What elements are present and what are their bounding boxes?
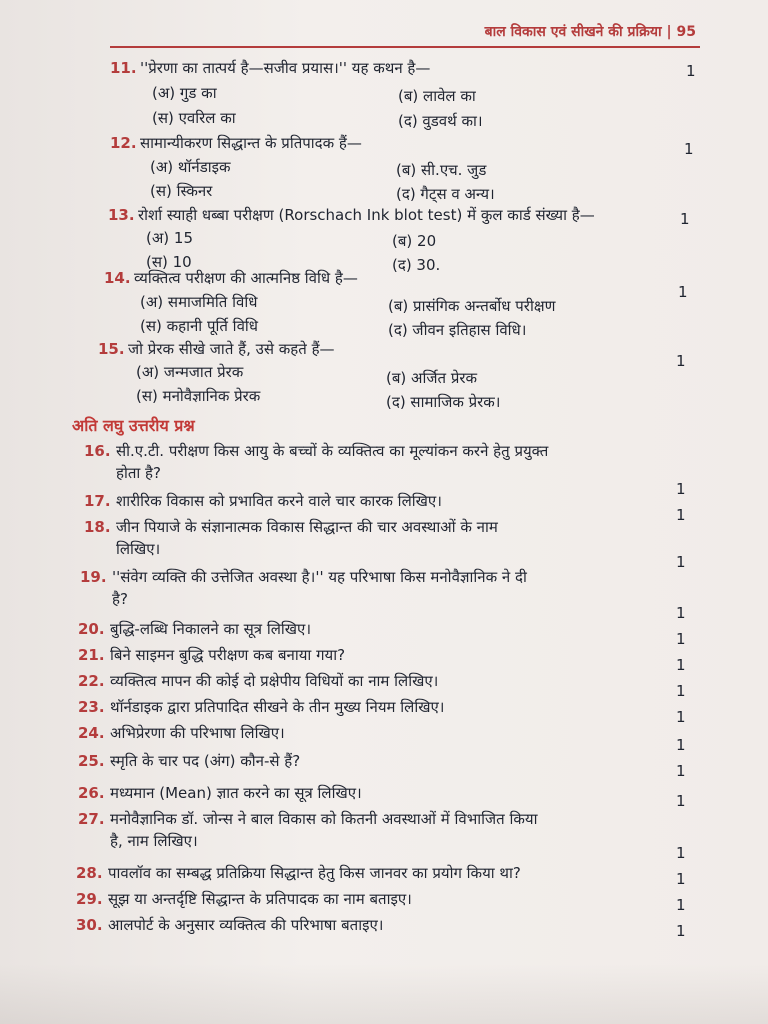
question-text: व्यक्तित्व मापन की कोई दो प्रक्षेपीय विधियों का नाम लिखिए। — [110, 672, 439, 690]
option-c: (स) कहानी पूर्ति विधि — [140, 317, 259, 335]
question-mark: 1 — [676, 922, 686, 940]
question-mark: 1 — [676, 682, 686, 700]
question-mark: 1 — [676, 896, 686, 914]
question-mark: 1 — [676, 352, 686, 370]
question-mark: 1 — [684, 140, 694, 158]
page-edge-shadow — [0, 964, 768, 1024]
question-number: 17. — [84, 492, 111, 510]
question-number: 12. — [110, 134, 137, 152]
question-30 — [76, 914, 676, 936]
question-19 — [80, 566, 680, 610]
question-14 — [104, 268, 358, 288]
page-header — [110, 20, 700, 48]
question-number: 15. — [98, 340, 125, 358]
question-mark: 1 — [678, 283, 688, 301]
question-number: 30. — [76, 916, 103, 934]
question-number: 11. — [110, 59, 137, 77]
question-text: पावलॉव का सम्बद्ध प्रतिक्रिया सिद्धान्त हेतु किस जानवर का प्रयोग किया था? — [108, 864, 521, 882]
question-text: जो प्रेरक सीखे जाते हैं, उसे कहते हैं— — [128, 340, 335, 358]
question-22 — [78, 670, 678, 692]
question-text: शारीरिक विकास को प्रभावित करने वाले चार कारक लिखिए। — [116, 492, 442, 510]
question-number: 28. — [76, 864, 103, 882]
question-text-continued: है? — [112, 590, 128, 608]
question-text: स्मृति के चार पद (अंग) कौन-से हैं? — [110, 752, 301, 770]
question-21 — [78, 644, 678, 666]
question-mark: 1 — [676, 604, 686, 622]
question-number: 24. — [78, 724, 105, 742]
question-text: थॉर्नडाइक द्वारा प्रतिपादित सीखने के तीन मुख्य नियम लिखिए। — [110, 698, 445, 716]
question-mark: 1 — [676, 844, 686, 862]
option-d: (द) जीवन इतिहास विधि। — [388, 321, 527, 339]
question-number: 21. — [78, 646, 105, 664]
question-mark: 1 — [676, 506, 686, 524]
question-text: सी.ए.टी. परीक्षण किस आयु के बच्चों के व्यक्तित्व का मूल्यांकन करने हेतु प्रयुक्त — [116, 442, 549, 460]
question-text: मनोवैज्ञानिक डॉ. जोन्स ने बाल विकास को कितनी अवस्थाओं में विभाजित किया — [110, 810, 538, 828]
question-number: 13. — [108, 206, 135, 224]
section-title: अति लघु उत्तरीय प्रश्न — [72, 416, 195, 435]
question-mark: 1 — [676, 762, 686, 780]
option-c: (स) 10 — [146, 253, 192, 271]
option-b: (ब) अर्जित प्रेरक — [386, 369, 478, 387]
question-text: आलपोर्ट के अनुसार व्यक्तित्व की परिभाषा बताइए। — [108, 916, 384, 934]
question-12 — [110, 133, 362, 153]
question-11 — [110, 58, 430, 78]
question-text: जीन पियाजे के संज्ञानात्मक विकास सिद्धान्त की चार अवस्थाओं के नाम — [116, 518, 498, 536]
question-text: रोर्शा स्याही धब्बा परीक्षण (Rorschach Ink blot test) में कुल कार्ड संख्या है— — [138, 206, 595, 224]
question-mark: 1 — [686, 62, 696, 80]
question-27 — [78, 808, 678, 852]
question-text: अभिप्रेरणा की परिभाषा लिखिए। — [110, 724, 285, 742]
question-text: बिने साइमन बुद्धि परीक्षण कब बनाया गया? — [110, 646, 346, 664]
option-b: (ब) लावेल का — [398, 87, 476, 105]
option-d: (द) वुडवर्थ का। — [398, 112, 483, 130]
question-16 — [84, 440, 684, 484]
question-text: सामान्यीकरण सिद्धान्त के प्रतिपादक हैं— — [140, 134, 362, 152]
question-text: व्यक्तित्व परीक्षण की आत्मनिष्ठ विधि है— — [134, 269, 358, 287]
question-mark: 1 — [676, 656, 686, 674]
question-number: 29. — [76, 890, 103, 908]
option-d: (द) सामाजिक प्रेरक। — [386, 393, 501, 411]
question-15 — [98, 339, 335, 359]
question-number: 23. — [78, 698, 105, 716]
option-b: (ब) प्रासंगिक अन्तर्बोध परीक्षण — [388, 297, 556, 315]
option-a: (अ) जन्मजात प्रेरक — [136, 363, 244, 381]
question-mark: 1 — [676, 792, 686, 810]
question-24 — [78, 722, 678, 744]
question-number: 16. — [84, 442, 111, 460]
option-a: (अ) समाजमिति विधि — [140, 293, 258, 311]
option-d: (द) गैट्स व अन्य। — [396, 185, 495, 203]
question-13 — [108, 205, 595, 225]
question-number: 19. — [80, 568, 107, 586]
question-number: 26. — [78, 784, 105, 802]
question-text-continued: लिखिए। — [116, 540, 161, 558]
question-text-continued: होता है? — [116, 464, 161, 482]
question-text: बुद्धि-लब्धि निकालने का सूत्र लिखिए। — [110, 620, 312, 638]
option-c: (स) स्किनर — [150, 182, 213, 200]
option-b: (ब) 20 — [392, 232, 437, 250]
question-mark: 1 — [676, 708, 686, 726]
question-number: 27. — [78, 810, 105, 828]
question-number: 18. — [84, 518, 111, 536]
question-text: ''प्रेरणा का तात्पर्य है—सजीव प्रयास।'' यह कथन है— — [140, 59, 431, 77]
question-23 — [78, 696, 678, 718]
question-mark: 1 — [676, 736, 686, 754]
question-mark: 1 — [676, 480, 686, 498]
header-title: बाल विकास एवं सीखने की प्रक्रिया | 95 — [484, 24, 696, 40]
question-18 — [84, 516, 684, 560]
question-20 — [78, 618, 678, 640]
question-number: 20. — [78, 620, 105, 638]
option-b: (ब) सी.एच. जुड — [396, 161, 487, 179]
question-text: सूझ या अन्तर्दृष्टि सिद्धान्त के प्रतिपादक का नाम बताइए। — [108, 890, 412, 908]
question-28 — [76, 862, 676, 884]
question-text-continued: है, नाम लिखिए। — [110, 832, 198, 850]
question-mark: 1 — [676, 870, 686, 888]
option-c: (स) मनोवैज्ञानिक प्रेरक — [136, 387, 261, 405]
question-mark: 1 — [680, 210, 690, 228]
question-text: ''संवेग व्यक्ति की उत्तेजित अवस्था है।'' यह परिभाषा किस मनोवैज्ञानिक ने दी — [112, 568, 527, 586]
option-d: (द) 30. — [392, 256, 441, 274]
option-c: (स) एवरिल का — [152, 109, 236, 127]
question-17 — [84, 490, 684, 512]
question-number: 22. — [78, 672, 105, 690]
question-mark: 1 — [676, 553, 686, 571]
question-25 — [78, 750, 678, 772]
option-a: (अ) थॉर्नडाइक — [150, 158, 231, 176]
question-26 — [78, 782, 678, 804]
question-number: 25. — [78, 752, 105, 770]
question-number: 14. — [104, 269, 131, 287]
question-mark: 1 — [676, 630, 686, 648]
question-text: मध्यमान (Mean) ज्ञात करने का सूत्र लिखिए। — [110, 784, 362, 802]
question-29 — [76, 888, 676, 910]
option-a: (अ) गुड का — [152, 84, 217, 102]
option-a: (अ) 15 — [146, 229, 194, 247]
